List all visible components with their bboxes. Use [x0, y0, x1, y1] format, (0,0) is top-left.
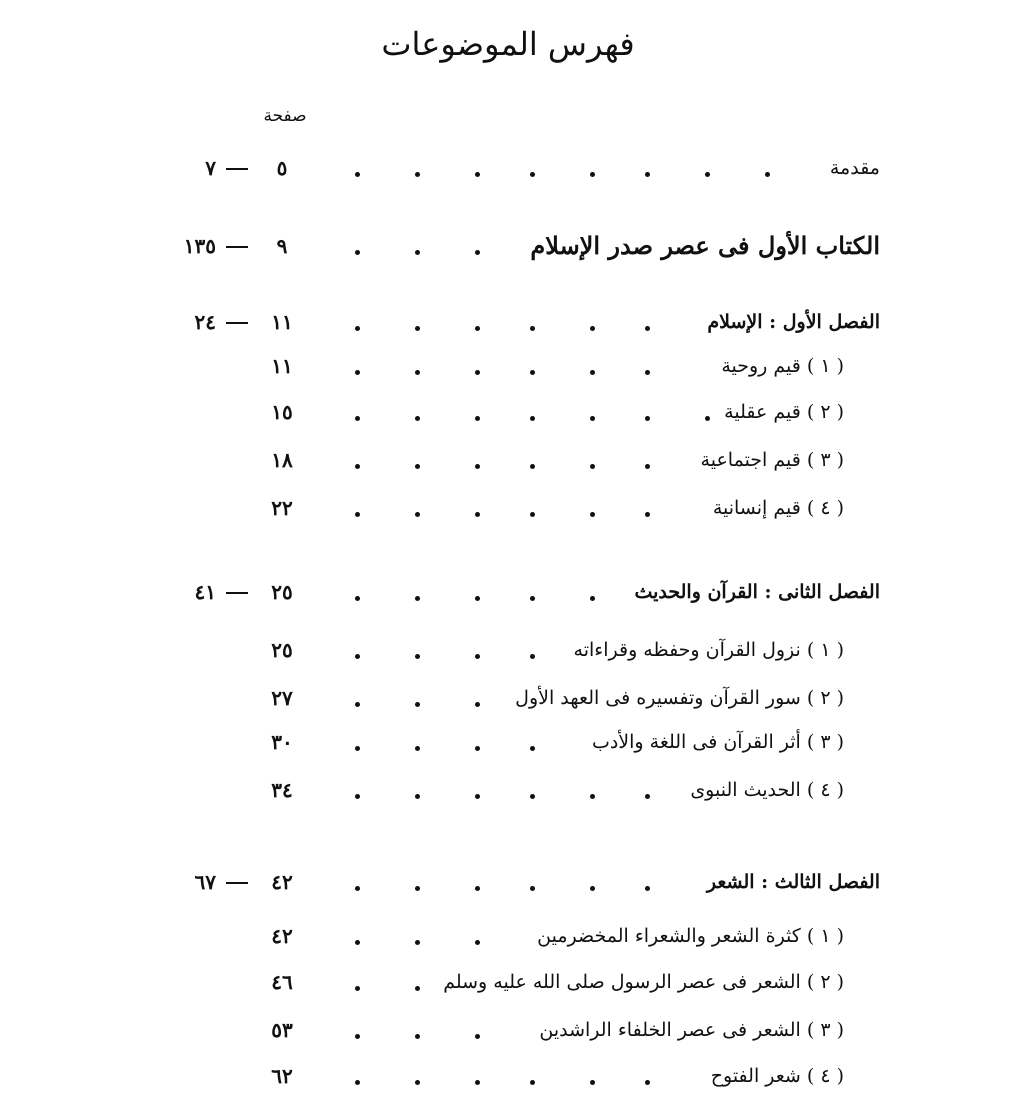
page-number-start: ١١ — [271, 310, 293, 334]
leader-dot — [355, 1080, 360, 1085]
leader-dot — [475, 512, 480, 517]
leader-dot — [355, 1034, 360, 1039]
leader-dot — [590, 370, 595, 375]
page-range-dash — [226, 168, 248, 170]
leader-dot — [645, 512, 650, 517]
page-number-start: ٩ — [276, 234, 288, 258]
leader-dot — [355, 654, 360, 659]
leader-dot — [530, 464, 535, 469]
toc-entry — [0, 148, 1016, 188]
leader-dot — [475, 1080, 480, 1085]
toc-entry-label: ( ٣ ) أثر القرآن فى اللغة والأدب — [591, 731, 844, 753]
leader-dot — [705, 416, 710, 421]
leader-dot — [355, 512, 360, 517]
page-number-start: ٥٣ — [271, 1018, 293, 1042]
page-number-start: ٢٥ — [271, 580, 293, 604]
leader-dot — [415, 596, 420, 601]
page-number-end: ١٣٥ — [183, 234, 216, 258]
leader-dot — [590, 1080, 595, 1085]
toc-entry — [0, 630, 1016, 670]
leader-dot — [645, 326, 650, 331]
leader-dot — [475, 464, 480, 469]
page-number-start: ٢٢ — [271, 496, 293, 520]
leader-dot — [475, 940, 480, 945]
leader-dot — [355, 794, 360, 799]
toc-entry-label: مقدمة — [829, 157, 880, 179]
toc-entry-label: الفصل الأول : الإسلام — [707, 311, 880, 333]
toc-entry — [0, 678, 1016, 718]
page-number-start: ١٨ — [271, 448, 293, 472]
leader-dot — [415, 746, 420, 751]
toc-entry — [0, 440, 1016, 480]
leader-dot — [355, 172, 360, 177]
leader-dot — [475, 794, 480, 799]
leader-dot — [590, 596, 595, 601]
leader-dot — [355, 746, 360, 751]
toc-entry — [0, 862, 1016, 902]
toc-entry-label: ( ٣ ) الشعر فى عصر الخلفاء الراشدين — [539, 1019, 844, 1041]
toc-entry-label: ( ٣ ) قيم اجتماعية — [700, 449, 844, 471]
page-number-end: ٧ — [205, 156, 216, 180]
leader-dot — [355, 326, 360, 331]
leader-dot — [355, 370, 360, 375]
leader-dot — [590, 326, 595, 331]
leader-dot — [530, 596, 535, 601]
leader-dot — [530, 416, 535, 421]
leader-dot — [645, 464, 650, 469]
leader-dot — [355, 596, 360, 601]
leader-dot — [590, 172, 595, 177]
toc-entry — [0, 346, 1016, 386]
leader-dot — [590, 886, 595, 891]
leader-dot — [355, 986, 360, 991]
page-number-start: ٥ — [276, 156, 288, 180]
page-number-start: ٦٢ — [271, 1064, 293, 1088]
leader-dot — [415, 326, 420, 331]
page-number-start: ٤٦ — [271, 970, 293, 994]
page-number-end: ٤١ — [194, 580, 216, 604]
leader-dot — [475, 654, 480, 659]
leader-dot — [355, 886, 360, 891]
leader-dot — [645, 416, 650, 421]
leader-dot — [530, 370, 535, 375]
leader-dot — [475, 702, 480, 707]
leader-dot — [415, 654, 420, 659]
leader-dot — [475, 746, 480, 751]
leader-dot — [475, 172, 480, 177]
toc-entry-label: ( ٢ ) الشعر فى عصر الرسول صلى الله عليه وسلم — [443, 971, 844, 993]
page-number-start: ٢٧ — [271, 686, 293, 710]
leader-dot — [355, 416, 360, 421]
leader-dot — [475, 250, 480, 255]
toc-entry — [0, 962, 1016, 1002]
toc-entry-label: ( ١ ) نزول القرآن وحفظه وقراءاته — [573, 639, 844, 661]
leader-dot — [415, 512, 420, 517]
page-number-start: ٣٤ — [271, 778, 293, 802]
toc-entry-label: ( ٢ ) سور القرآن وتفسيره فى العهد الأول — [515, 687, 844, 709]
leader-dot — [475, 1034, 480, 1039]
toc-entry-label: ( ٢ ) قيم عقلية — [724, 401, 844, 423]
leader-dot — [475, 416, 480, 421]
toc-entry — [0, 1056, 1016, 1096]
leader-dot — [765, 172, 770, 177]
leader-dot — [415, 886, 420, 891]
toc-entry — [0, 722, 1016, 762]
leader-dot — [475, 326, 480, 331]
leader-dot — [705, 172, 710, 177]
toc-entry-label: الفصل الثانى : القرآن والحديث — [634, 581, 880, 603]
leader-dot — [530, 1080, 535, 1085]
leader-dot — [645, 794, 650, 799]
leader-dot — [355, 702, 360, 707]
toc-entry — [0, 1010, 1016, 1050]
leader-dot — [475, 596, 480, 601]
leader-dot — [475, 370, 480, 375]
leader-dot — [415, 1080, 420, 1085]
page-number-start: ١١ — [271, 354, 293, 378]
leader-dot — [590, 512, 595, 517]
page-number-start: ٣٠ — [271, 730, 293, 754]
leader-dot — [415, 1034, 420, 1039]
toc-entry — [0, 392, 1016, 432]
leader-dot — [355, 250, 360, 255]
page-title: فهرس الموضوعات — [381, 25, 635, 63]
toc-entry-label: ( ٤ ) قيم إنسانية — [712, 497, 844, 519]
toc-entry-label: الكتاب الأول فى عصر صدر الإسلام — [530, 231, 880, 260]
page-number-end: ٢٤ — [194, 310, 216, 334]
leader-dot — [645, 172, 650, 177]
page-range-dash — [226, 592, 248, 594]
page-number-start: ٤٢ — [271, 870, 293, 894]
toc-entry-label: ( ١ ) كثرة الشعر والشعراء المخضرمين — [537, 925, 844, 947]
leader-dot — [530, 326, 535, 331]
leader-dot — [415, 172, 420, 177]
leader-dot — [530, 172, 535, 177]
leader-dot — [415, 940, 420, 945]
leader-dot — [590, 464, 595, 469]
toc-entry — [0, 488, 1016, 528]
page-number-start: ٢٥ — [271, 638, 293, 662]
page-range-dash — [226, 322, 248, 324]
leader-dot — [415, 370, 420, 375]
leader-dot — [530, 654, 535, 659]
leader-dot — [530, 512, 535, 517]
leader-dot — [415, 794, 420, 799]
leader-dot — [590, 794, 595, 799]
leader-dot — [475, 886, 480, 891]
leader-dot — [415, 464, 420, 469]
page-column-header: صفحة — [263, 106, 307, 126]
toc-entry-label: الفصل الثالث : الشعر — [706, 871, 880, 893]
leader-dot — [590, 416, 595, 421]
toc-entry — [0, 302, 1016, 342]
leader-dot — [415, 702, 420, 707]
leader-dot — [355, 940, 360, 945]
page-range-dash — [226, 882, 248, 884]
leader-dot — [530, 794, 535, 799]
toc-entry — [0, 572, 1016, 612]
toc-entry — [0, 916, 1016, 956]
toc-entry-label: ( ١ ) قيم روحية — [721, 355, 844, 377]
page-number-end: ٦٧ — [194, 870, 216, 894]
leader-dot — [355, 464, 360, 469]
leader-dot — [530, 746, 535, 751]
page-range-dash — [226, 246, 248, 248]
toc-entry — [0, 770, 1016, 810]
leader-dot — [645, 1080, 650, 1085]
toc-entry-label: ( ٤ ) شعر الفتوح — [710, 1065, 844, 1087]
leader-dot — [415, 986, 420, 991]
toc-entry-label: ( ٤ ) الحديث النبوى — [690, 779, 844, 801]
page-number-start: ٤٢ — [271, 924, 293, 948]
leader-dot — [645, 886, 650, 891]
leader-dot — [645, 370, 650, 375]
leader-dot — [530, 886, 535, 891]
toc-entry — [0, 226, 1016, 266]
leader-dot — [415, 416, 420, 421]
page-number-start: ١٥ — [271, 400, 293, 424]
leader-dot — [415, 250, 420, 255]
